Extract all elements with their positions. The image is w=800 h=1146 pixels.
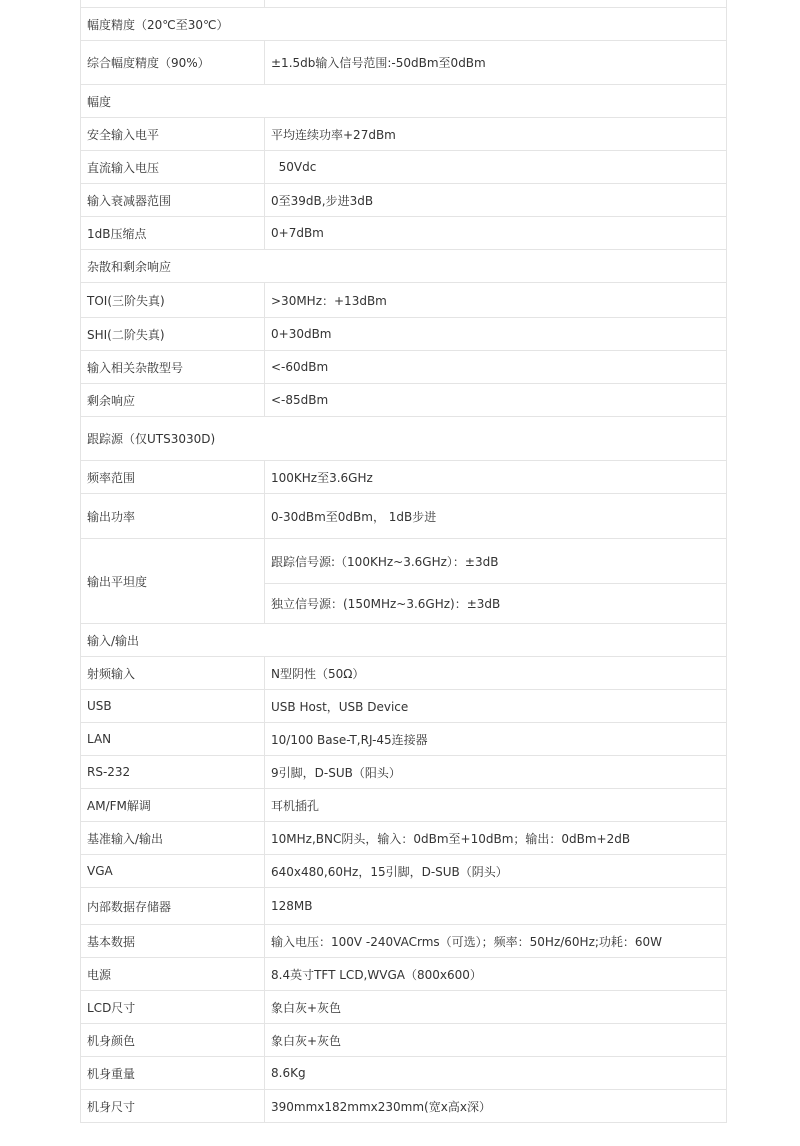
- spec-label: 频率范围: [81, 461, 265, 494]
- spec-label: LCD尺寸: [81, 991, 265, 1024]
- table-row: [81, 41, 727, 85]
- spec-table: [80, 0, 727, 1123]
- spec-value: 耳机插孔: [265, 789, 727, 822]
- table-row: [81, 657, 727, 690]
- spec-label: 输入衰减器范围: [81, 184, 265, 217]
- spec-label: 剩余响应: [81, 384, 265, 417]
- table-row: [81, 789, 727, 822]
- section-header-row: [81, 85, 727, 118]
- section-title: 输入/输出: [81, 624, 727, 657]
- table-row: [81, 494, 727, 539]
- spec-value: 独立信号源：(150MHz~3.6GHz)：±3dB: [265, 584, 727, 624]
- table-row: [81, 925, 727, 958]
- spec-value: 8.4英寸TFT LCD,WVGA（800x600）: [265, 958, 727, 991]
- spec-value: <-85dBm: [265, 384, 727, 417]
- table-row: [81, 151, 727, 184]
- spec-label: LAN: [81, 723, 265, 756]
- spec-value: 640x480,60Hz，15引脚，D-SUB（阴头）: [265, 855, 727, 888]
- spec-value: 象白灰+灰色: [265, 991, 727, 1024]
- table-row: [81, 958, 727, 991]
- spec-label: TOI(三阶失真): [81, 283, 265, 318]
- table-row: [81, 756, 727, 789]
- section-header-row: [81, 624, 727, 657]
- table-row: [81, 690, 727, 723]
- spec-value: 128MB: [265, 888, 727, 925]
- spec-label: 综合幅度精度（90%）: [81, 41, 265, 85]
- spec-value: 平均连续功率+27dBm: [265, 118, 727, 151]
- table-row: [81, 0, 727, 8]
- spec-value: 跟踪信号源:（100KHz~3.6GHz）：±3dB: [265, 539, 727, 584]
- spec-value: 390mmx182mmx230mm(宽x高x深）: [265, 1090, 727, 1123]
- spec-label: RS-232: [81, 756, 265, 789]
- table-row: [81, 1057, 727, 1090]
- spec-value: USB Host，USB Device: [265, 690, 727, 723]
- spec-value: <-60dBm: [265, 351, 727, 384]
- spec-label: 输出平坦度: [81, 539, 265, 624]
- spec-label: USB: [81, 690, 265, 723]
- section-header-row: [81, 8, 727, 41]
- spec-table-body: [81, 0, 727, 1123]
- spec-value: 象白灰+灰色: [265, 1024, 727, 1057]
- table-row: [81, 1024, 727, 1057]
- spec-value: 0+7dBm: [265, 217, 727, 250]
- table-row: [81, 318, 727, 351]
- spec-value: 50Vdc: [265, 151, 727, 184]
- spec-label: 内部数据存储器: [81, 888, 265, 925]
- table-row: [81, 1090, 727, 1123]
- spec-label: 机身颜色: [81, 1024, 265, 1057]
- table-row: [81, 822, 727, 855]
- spec-value: ±1.5db输入信号范围:-50dBm至0dBm: [265, 41, 727, 85]
- spec-value: 0-30dBm至0dBm， 1dB步进: [265, 494, 727, 539]
- spec-label: 基准输入/输出: [81, 822, 265, 855]
- spec-value: 输入电压：100V -240VACrms（可选）；频率：50Hz/60Hz;功耗：60W: [265, 925, 727, 958]
- spec-label: SHI(二阶失真): [81, 318, 265, 351]
- spec-value: 10MHz,BNC阴头，输入：0dBm至+10dBm；输出：0dBm+2dB: [265, 822, 727, 855]
- spec-label: VGA: [81, 855, 265, 888]
- section-title: 跟踪源（仅UTS3030D): [81, 417, 727, 461]
- spec-label: [81, 0, 265, 8]
- table-row: [81, 283, 727, 318]
- spec-value: [265, 0, 727, 8]
- table-row: [81, 384, 727, 417]
- spec-label: 1dB压缩点: [81, 217, 265, 250]
- table-row: [81, 855, 727, 888]
- spec-value: 0至39dB,步进3dB: [265, 184, 727, 217]
- table-row: [81, 351, 727, 384]
- section-header-row: [81, 417, 727, 461]
- spec-label: 射频输入: [81, 657, 265, 690]
- spec-label: 基本数据: [81, 925, 265, 958]
- spec-value: 9引脚，D-SUB（阳头）: [265, 756, 727, 789]
- table-row: [81, 461, 727, 494]
- spec-label: 机身重量: [81, 1057, 265, 1090]
- table-row: [81, 217, 727, 250]
- table-row: [81, 539, 727, 584]
- table-row: [81, 723, 727, 756]
- table-row: [81, 991, 727, 1024]
- spec-label: 输出功率: [81, 494, 265, 539]
- spec-label: 安全输入电平: [81, 118, 265, 151]
- section-title: 幅度: [81, 85, 727, 118]
- spec-value: 8.6Kg: [265, 1057, 727, 1090]
- spec-label: 机身尺寸: [81, 1090, 265, 1123]
- table-row: [81, 888, 727, 925]
- spec-label: AM/FM解调: [81, 789, 265, 822]
- spec-label: 输入相关杂散型号: [81, 351, 265, 384]
- section-title: 杂散和剩余响应: [81, 250, 727, 283]
- table-row: [81, 118, 727, 151]
- spec-value: 10/100 Base-T,RJ-45连接器: [265, 723, 727, 756]
- spec-value: 100KHz至3.6GHz: [265, 461, 727, 494]
- spec-label: 直流输入电压: [81, 151, 265, 184]
- table-row: [81, 184, 727, 217]
- spec-value: 0+30dBm: [265, 318, 727, 351]
- spec-label: 电源: [81, 958, 265, 991]
- spec-value: N型阴性（50Ω）: [265, 657, 727, 690]
- section-header-row: [81, 250, 727, 283]
- section-title: 幅度精度（20℃至30℃）: [81, 8, 727, 41]
- spec-value: >30MHz：+13dBm: [265, 283, 727, 318]
